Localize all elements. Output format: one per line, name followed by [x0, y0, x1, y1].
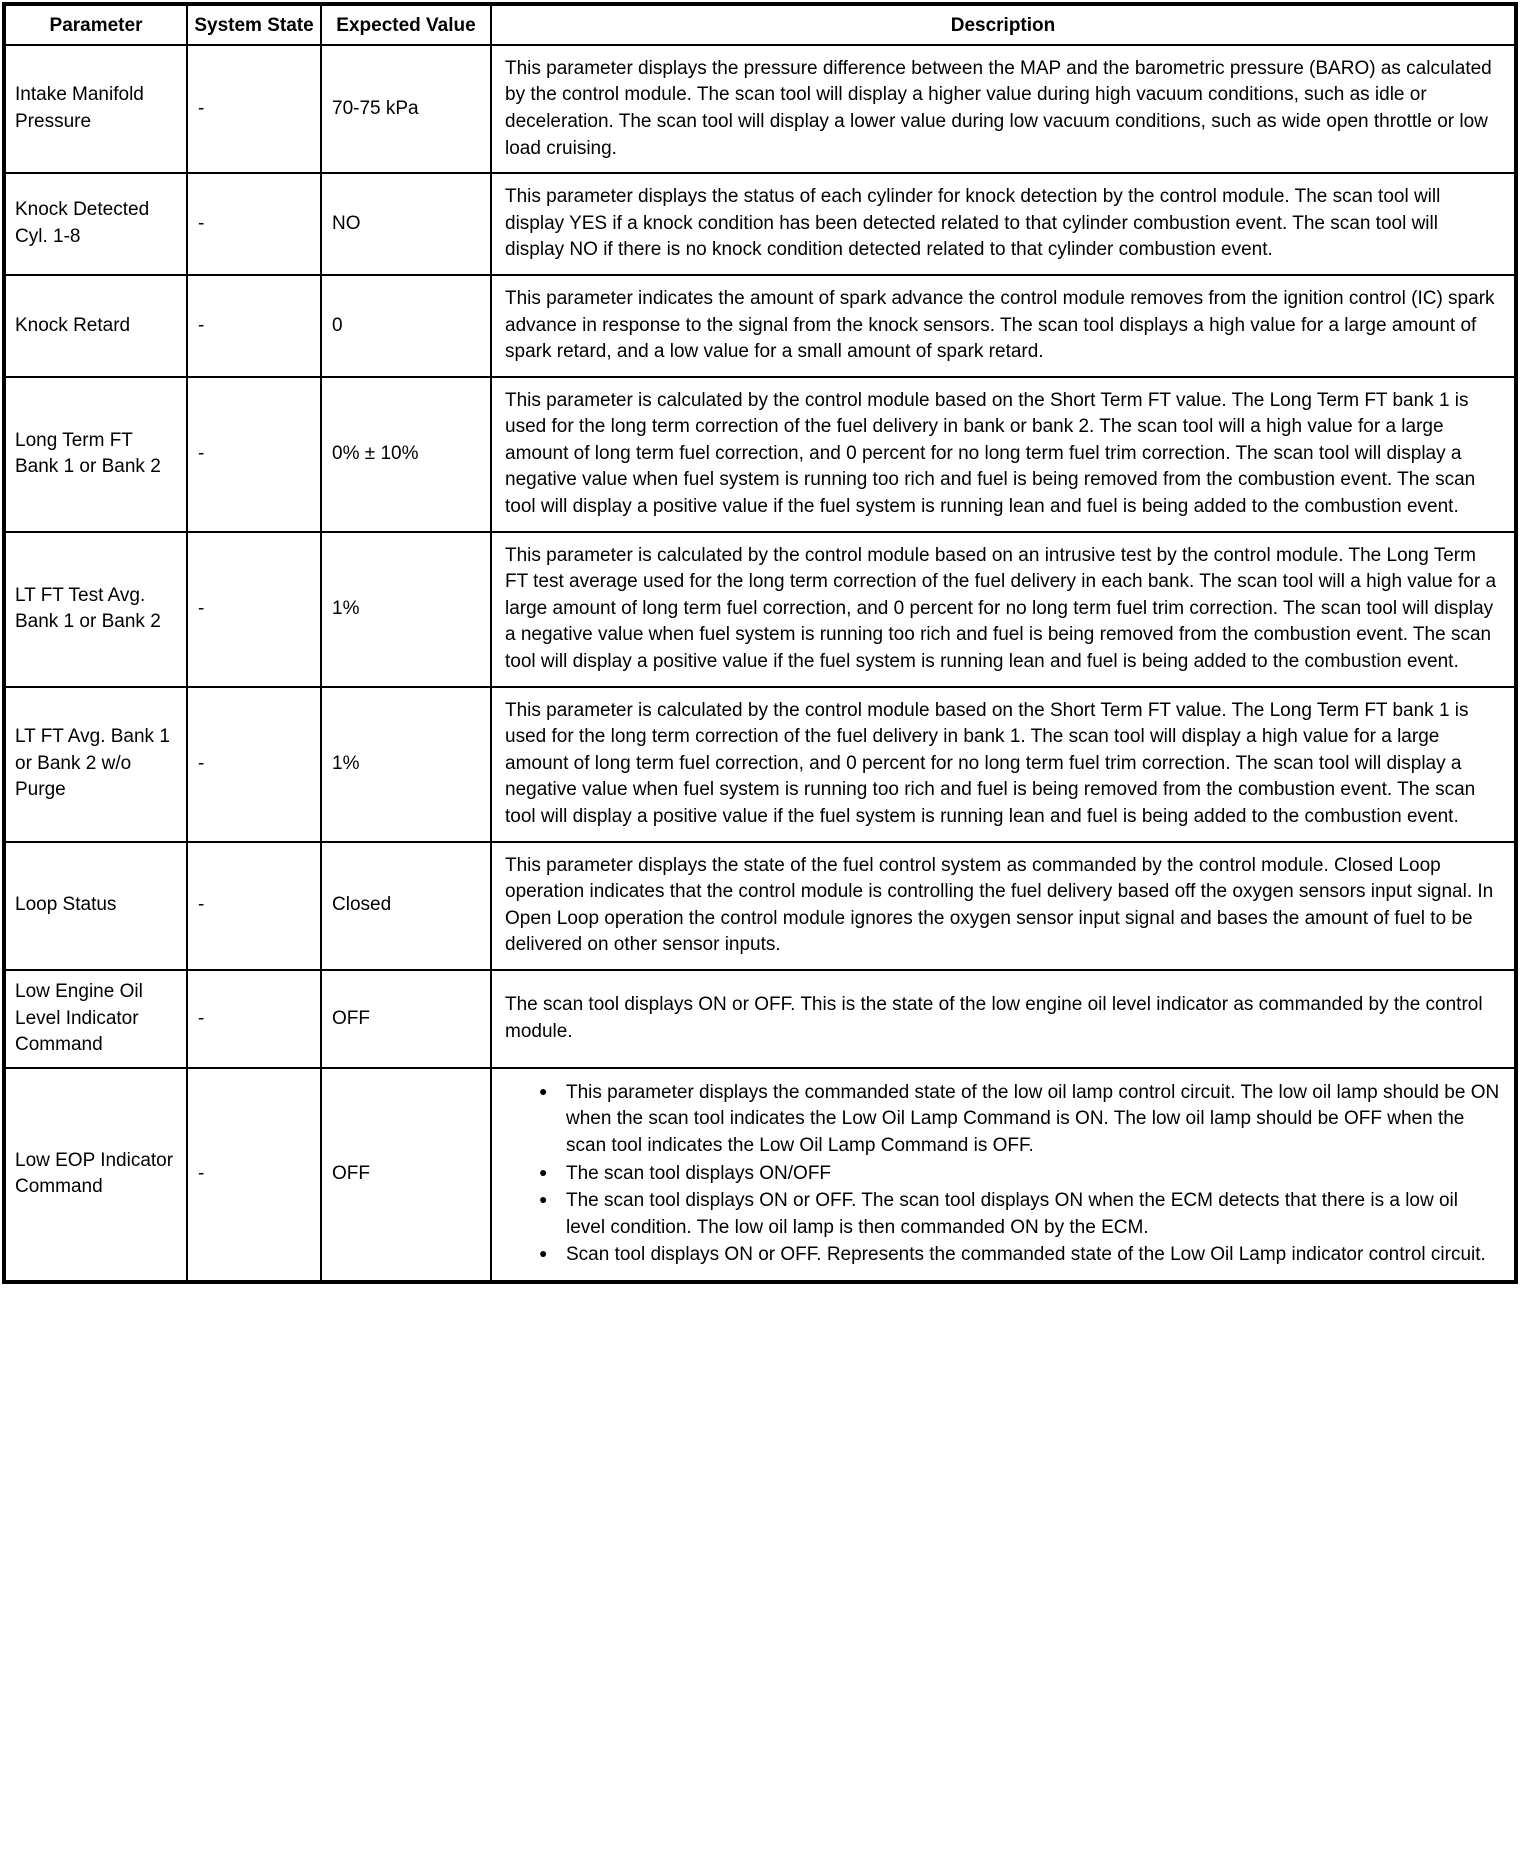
- description-cell: This parameter is calculated by the control module based on the Short Term FT value. The Long Term FT bank 1 is used for the long term correction of the fuel delivery in bank or bank 2. The scan tool will a high value for a large amount of long term fuel correction, and 0 percent for no long term fuel trim correction. The scan tool will display a negative value when fuel system is running too rich and fuel is being removed from the combustion event. The scan tool will display a positive value if the fuel system is running lean and fuel is being added to the combustion event.: [491, 377, 1516, 532]
- scan-tool-data-table: [2, 2, 1518, 1284]
- description-cell: [491, 1068, 1516, 1282]
- parameter-cell: Knock Detected Cyl. 1-8: [4, 173, 187, 275]
- table-row: [4, 45, 1516, 173]
- bullet-item: ● The scan tool displays ON/OFF: [539, 1161, 1502, 1188]
- description-cell: This parameter displays the pressure difference between the MAP and the barometric pressure (BARO) as calculated by the control module. The scan tool will display a higher value during high vacuum conditions, such as idle or deceleration. The scan tool will display a lower value during low vacuum conditions, such as wide open throttle or low load cruising.: [491, 45, 1516, 173]
- table-row: [4, 377, 1516, 532]
- table-row: [4, 970, 1516, 1068]
- description-cell: This parameter displays the state of the fuel control system as commanded by the control module. Closed Loop operation indicates that the control module is controlling the fuel delivery based off the oxygen sensors input signal. In Open Loop operation the control module ignores the oxygen sensor input signal and bases the amount of fuel to be delivered on other sensor inputs.: [491, 842, 1516, 970]
- system-state-cell: -: [187, 275, 321, 377]
- expected-value-cell: OFF: [321, 970, 491, 1068]
- parameter-cell: Loop Status: [4, 842, 187, 970]
- expected-value-cell: 70-75 kPa: [321, 45, 491, 173]
- expected-value-cell: NO: [321, 173, 491, 275]
- expected-value-cell: OFF: [321, 1068, 491, 1282]
- description-cell: This parameter displays the status of each cylinder for knock detection by the control module. The scan tool will display YES if a knock condition has been detected related to that cylinder combustion event. The scan tool will display NO if there is no knock condition detected related to that cylinder combustion event.: [491, 173, 1516, 275]
- expected-value-cell: Closed: [321, 842, 491, 970]
- system-state-cell: -: [187, 970, 321, 1068]
- header-parameter: Parameter: [4, 4, 187, 45]
- header-description: Description: [491, 4, 1516, 45]
- bullet-item: ● Scan tool displays ON or OFF. Represents the commanded state of the Low Oil Lamp indicator control circuit.: [539, 1242, 1502, 1269]
- parameter-cell: LT FT Avg. Bank 1 or Bank 2 w/o Purge: [4, 687, 187, 842]
- expected-value-cell: 1%: [321, 532, 491, 687]
- parameter-cell: Intake Manifold Pressure: [4, 45, 187, 173]
- parameter-cell: Knock Retard: [4, 275, 187, 377]
- system-state-cell: -: [187, 842, 321, 970]
- table-row: [4, 173, 1516, 275]
- system-state-cell: -: [187, 45, 321, 173]
- bullet-item: ● This parameter displays the commanded state of the low oil lamp control circuit. The low oil lamp should be ON when the scan tool indicates the Low Oil Lamp Command is ON. The low oil lamp should be OFF when the scan tool indicates the Low Oil Lamp Command is OFF.: [539, 1080, 1502, 1160]
- description-bullet-list: [505, 1080, 1502, 1269]
- system-state-cell: -: [187, 687, 321, 842]
- table-row: [4, 842, 1516, 970]
- expected-value-cell: 0% ± 10%: [321, 377, 491, 532]
- system-state-cell: -: [187, 1068, 321, 1282]
- table-row: [4, 275, 1516, 377]
- description-cell: This parameter indicates the amount of spark advance the control module removes from the ignition control (IC) spark advance in response to the signal from the knock sensors. The scan tool displays a high value for a large amount of spark retard, and a low value for a small amount of spark retard.: [491, 275, 1516, 377]
- table-row: [4, 532, 1516, 687]
- system-state-cell: -: [187, 532, 321, 687]
- parameter-cell: Low EOP Indicator Command: [4, 1068, 187, 1282]
- expected-value-cell: 1%: [321, 687, 491, 842]
- description-cell: This parameter is calculated by the control module based on the Short Term FT value. The Long Term FT bank 1 is used for the long term correction of the fuel delivery in bank 1. The scan tool will display a high value for a large amount of long term fuel correction, and 0 percent for no long term fuel trim correction. The scan tool will display a negative value when fuel system is running too rich and fuel is being removed from the combustion event. The scan tool will display a positive value if the fuel system is running lean and fuel is being added to the combustion event.: [491, 687, 1516, 842]
- table-row: [4, 687, 1516, 842]
- header-row: [4, 4, 1516, 45]
- header-expected-value: Expected Value: [321, 4, 491, 45]
- system-state-cell: -: [187, 173, 321, 275]
- description-cell: The scan tool displays ON or OFF. This is the state of the low engine oil level indicator as commanded by the control module.: [491, 970, 1516, 1068]
- table-row: [4, 1068, 1516, 1282]
- header-system-state: System State: [187, 4, 321, 45]
- system-state-cell: -: [187, 377, 321, 532]
- parameter-cell: Long Term FT Bank 1 or Bank 2: [4, 377, 187, 532]
- parameter-cell: Low Engine Oil Level Indicator Command: [4, 970, 187, 1068]
- description-cell: This parameter is calculated by the control module based on an intrusive test by the control module. The Long Term FT test average used for the long term correction of the fuel delivery in each bank. The scan tool will a high value for a large amount of long term fuel correction, and 0 percent for no long term fuel trim correction. The scan tool will display a negative value when fuel system is running too rich and fuel is being removed from the combustion event. The scan tool will display a positive value if the fuel system is running lean and fuel is being added to the combustion event.: [491, 532, 1516, 687]
- bullet-item: ● The scan tool displays ON or OFF. The scan tool displays ON when the ECM detects that there is a low oil level condition. The low oil lamp is then commanded ON by the ECM.: [539, 1188, 1502, 1241]
- expected-value-cell: 0: [321, 275, 491, 377]
- parameter-cell: LT FT Test Avg. Bank 1 or Bank 2: [4, 532, 187, 687]
